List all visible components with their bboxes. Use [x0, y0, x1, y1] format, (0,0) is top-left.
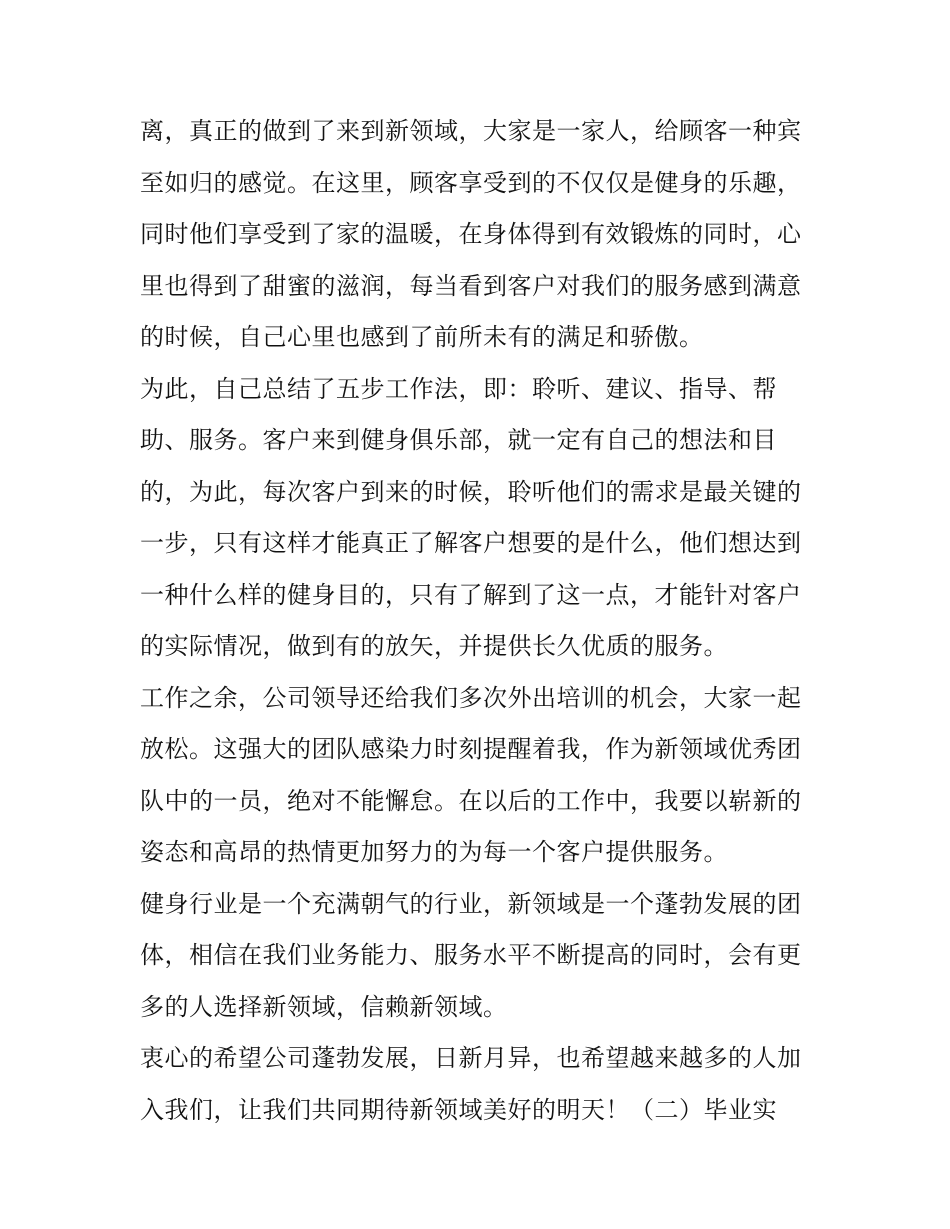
text-line: 同时他们享受到了家的温暖，在身体得到有效锻炼的同时，心	[140, 220, 802, 248]
body-text	[140, 106, 820, 1136]
text-line: 至如归的感觉。在这里，顾客享受到的不仅仅是健身的乐趣，	[140, 168, 802, 197]
text-line: 健身行业是一个充满朝气的行业，新领域是一个蓬勃发展的团	[140, 889, 802, 918]
text-line: 体，相信在我们业务能力、服务水平不断提高的同时，会有更	[140, 941, 802, 969]
text-line: 的实际情况，做到有的放矢，并提供长久优质的服务。	[140, 632, 728, 660]
text-line: 离，真正的做到了来到新领域，大家是一家人，给顾客一种宾	[140, 117, 802, 145]
text-line: 多的人选择新领域，信赖新领域。	[140, 992, 508, 1021]
text-line: 入我们，让我们共同期待新领域美好的明天！（二）毕业实	[140, 1095, 777, 1124]
text-line: 助、服务。客户来到健身俱乐部，就一定有自己的想法和目	[140, 426, 777, 454]
text-line: 的时候，自己心里也感到了前所未有的满足和骄傲。	[140, 323, 704, 351]
text-line: 里也得到了甜蜜的滋润，每当看到客户对我们的服务感到满意	[140, 271, 802, 300]
text-line: 为此，自己总结了五步工作法，即：聆听、建议、指导、帮	[140, 374, 777, 403]
text-line: 工作之余，公司领导还给我们多次外出培训的机会，大家一起	[140, 683, 802, 712]
text-line: 的，为此，每次客户到来的时候，聆听他们的需求是最关键的	[140, 477, 802, 506]
text-line: 一种什么样的健身目的，只有了解到了这一点，才能针对客户	[140, 580, 802, 609]
text-line: 衷心的希望公司蓬勃发展，日新月异，也希望越来越多的人加	[140, 1044, 802, 1072]
text-line: 姿态和高昂的热情更加努力的为每一个客户提供服务。	[140, 838, 728, 866]
text-line: 放松。这强大的团队感染力时刻提醒着我，作为新领域优秀团	[140, 735, 802, 763]
text-line: 一步，只有这样才能真正了解客户想要的是什么，他们想达到	[140, 529, 802, 557]
text-line: 队中的一员，绝对不能懈怠。在以后的工作中，我要以崭新的	[140, 786, 802, 815]
